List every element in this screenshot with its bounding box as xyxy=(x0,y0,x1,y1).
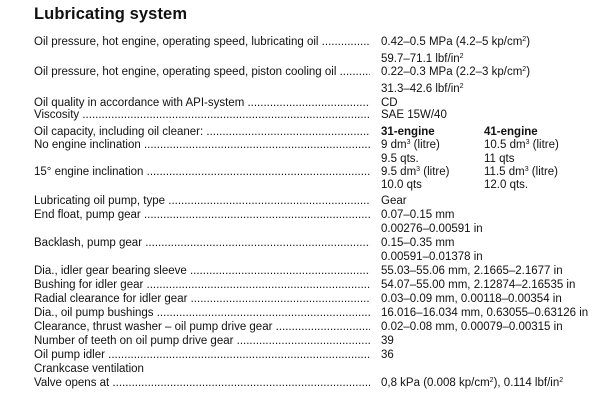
spec-row xyxy=(0,82,599,96)
spec-label: 15° engine inclination ..... xyxy=(34,165,370,179)
spec-row xyxy=(0,165,599,179)
spec-label: Number of teeth on oil pump drive gear ..... xyxy=(34,334,370,348)
section-title: Lubricating system xyxy=(34,5,188,23)
spec-row xyxy=(0,320,599,334)
spec-row xyxy=(0,125,599,139)
spec-label: No engine inclination ..... xyxy=(34,138,370,152)
spec-value: 0.02–0.08 mm, 0.00079–0.00315 in xyxy=(381,321,563,333)
spec-label: Oil quality in accordance with API-system ..... xyxy=(34,96,370,110)
spec-row xyxy=(0,362,599,376)
spec-row xyxy=(0,65,599,79)
spec-label: Oil capacity, including oil cleaner: ..... xyxy=(34,125,370,139)
spec-label: Dia., oil pump bushings ..... xyxy=(34,306,370,320)
spec-value: 0.03–0.09 mm, 0.00118–0.00354 in xyxy=(381,293,562,305)
spec-value: 10.0 qts xyxy=(381,179,422,191)
spec-value: 0.00591–0.01378 in xyxy=(381,251,483,263)
spec-value-41-engine: 10.5 $dm^3$ (litre) xyxy=(484,139,559,151)
spec-value: 55.03–55.06 mm, 2.1665–2.1677 in xyxy=(381,265,563,277)
spec-row xyxy=(0,222,599,236)
spec-row xyxy=(0,236,599,250)
spec-value: 9.5 $dm^3$ (litre) xyxy=(381,166,450,178)
spec-row xyxy=(0,376,599,390)
spec-label: Viscosity ..... xyxy=(34,108,370,122)
spec-row xyxy=(0,178,599,192)
spec-row xyxy=(0,264,599,278)
spec-value: CD xyxy=(381,97,398,109)
spec-label: Oil pump idler ..... xyxy=(34,348,370,362)
spec-label: Backlash, pump gear ..... xyxy=(34,236,370,250)
spec-row xyxy=(0,194,599,208)
spec-label: Crankcase ventilation xyxy=(34,363,144,375)
spec-row xyxy=(0,208,599,222)
spec-value-41-engine: 41-engine xyxy=(484,126,538,138)
spec-row xyxy=(0,334,599,348)
spec-row xyxy=(0,35,599,49)
spec-label: Lubricating oil pump, type ..... xyxy=(34,194,370,208)
spec-row xyxy=(0,292,599,306)
spec-value: 9.5 qts. xyxy=(381,153,419,165)
spec-row xyxy=(0,250,599,264)
spec-value: 0.22–0.3 MPa (2.2–3 $kp/cm^2$) xyxy=(381,66,531,78)
spec-value: 0.15–0.35 mm xyxy=(381,237,455,249)
spec-row xyxy=(0,306,599,320)
spec-value: 39 xyxy=(381,335,394,347)
spec-label: Bushing for idler gear ..... xyxy=(34,278,370,292)
spec-label: Valve opens at ..... xyxy=(34,376,370,390)
spec-value: 16.016–16.034 mm, 0.63055–0.63126 in xyxy=(381,307,589,319)
spec-value-41-engine: 11 qts xyxy=(484,153,515,165)
spec-value: 0.07–0.15 mm xyxy=(381,209,455,221)
spec-value: 31.3–42.6 lbf/$in^2$ xyxy=(381,83,464,95)
spec-value: 0.00276–0.00591 in xyxy=(381,223,483,235)
spec-value-41-engine: 12.0 qts. xyxy=(484,179,529,191)
spec-value: 36 xyxy=(381,349,394,361)
spec-value: 54.07–55.00 mm, 2.12874–2.16535 in xyxy=(381,279,576,291)
spec-label: End float, pump gear ..... xyxy=(34,208,370,222)
spec-row xyxy=(0,152,599,166)
spec-row xyxy=(0,108,599,122)
spec-label: Oil pressure, hot engine, operating speed, lubricating oil ..... xyxy=(34,35,370,49)
spec-row xyxy=(0,52,599,66)
spec-value-41-engine: 11.5 $dm^3$ (litre) xyxy=(484,166,558,178)
spec-row xyxy=(0,348,599,362)
spec-value: 9 $dm^3$ (litre) xyxy=(381,139,440,151)
spec-value: 31-engine xyxy=(381,126,435,138)
spec-label: Oil pressure, hot engine, operating speed, piston cooling oil ..... xyxy=(34,65,370,79)
spec-label: Clearance, thrust washer – oil pump drive gear ..... xyxy=(34,320,370,334)
spec-label: Radial clearance for idler gear ..... xyxy=(34,292,370,306)
spec-label: Dia., idler gear bearing sleeve ..... xyxy=(34,264,370,278)
spec-value: SAE 15W/40 xyxy=(381,109,447,121)
spec-value: 0,8 kPa (0.008 $kp/cm^2$), 0.114 lbf/$in^2$ xyxy=(381,377,564,389)
spec-value: 59.7–71.1 lbf/$in^2$ xyxy=(381,53,464,65)
spec-row xyxy=(0,278,599,292)
spec-value: Gear xyxy=(381,195,407,207)
spec-row xyxy=(0,138,599,152)
spec-value: 0.42–0.5 MPa (4.2–5 $kp/cm^2$) xyxy=(381,36,531,48)
